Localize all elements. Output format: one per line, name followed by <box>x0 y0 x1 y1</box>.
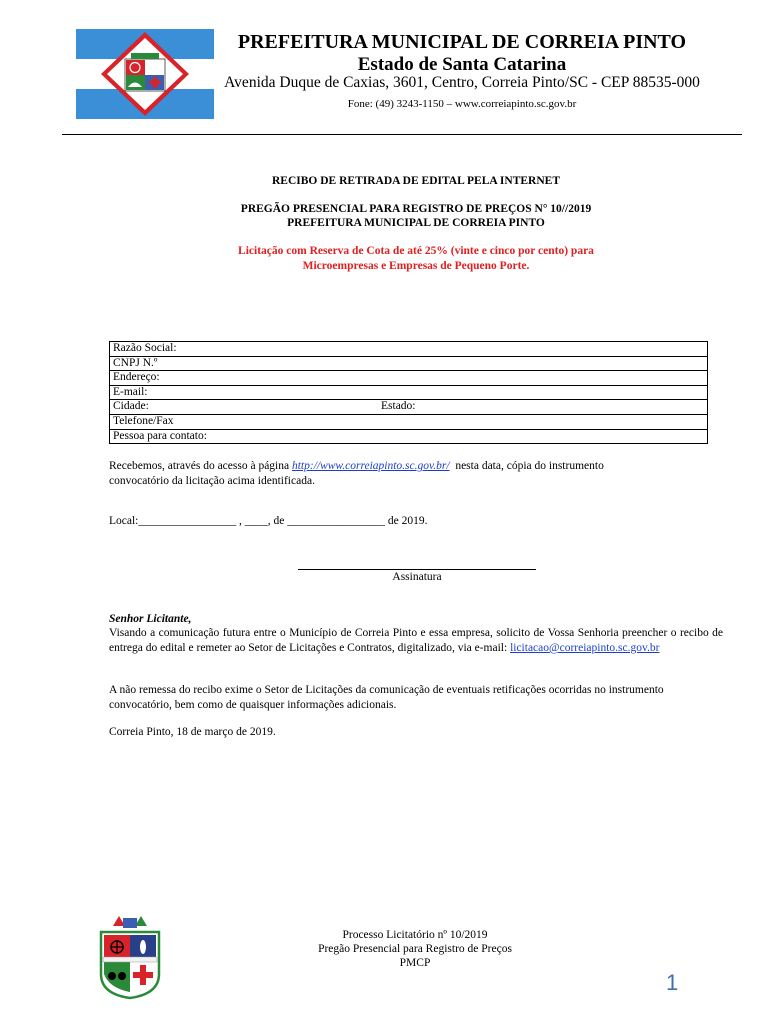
local-date-line: Local:_________________ , ____, de _________________ de 2019. <box>109 515 428 527</box>
municipal-flag-icon <box>76 29 214 119</box>
company-info-form <box>109 341 708 444</box>
letter-salutation: Senhor Licitante, <box>109 613 192 625</box>
footer-process: Processo Licitatório nº 10/2019 <box>342 929 488 941</box>
field-label: E-mail: <box>113 385 148 398</box>
letter-body-text: Visando a comunicação futura entre o Município de Correia Pinto e essa empresa, solicito de Vossa Senhoria preencher o recibo de entrega do edital e remeter ao Setor de Licitações e Contratos, digitalizado, via e-mail: <box>109 627 723 654</box>
notice-line2: Microempresas e Empresas de Pequeno Porte. <box>302 260 530 272</box>
header-contact: Fone: (49) 3243-1150 – www.correiapinto.sc.gov.br <box>347 98 577 110</box>
website-link[interactable]: http://www.correiapinto.sc.gov.br/ <box>291 460 450 472</box>
field-razao-social[interactable] <box>110 342 708 357</box>
receipt-paragraph <box>109 459 723 489</box>
field-endereco[interactable] <box>110 371 708 386</box>
field-label: Endereço: <box>113 371 160 384</box>
receipt-text-end: nesta data, cópia do instrumento <box>449 460 604 472</box>
field-label: Pessoa para contato: <box>113 429 207 442</box>
field-email[interactable] <box>110 385 708 400</box>
header-divider <box>62 134 742 135</box>
process-title-line1: PREGÃO PRESENCIAL PARA REGISTRO DE PREÇOS N° 10//2019 <box>240 203 592 215</box>
header-address: Avenida Duque de Caxias, 3601, Centro, Correia Pinto/SC - CEP 88535-000 <box>224 74 700 91</box>
signature-line <box>298 569 536 570</box>
field-cidade-estado[interactable] <box>110 400 708 415</box>
signature-label: Assinatura <box>392 571 442 583</box>
letter-warning: A não remessa do recibo exime o Setor de Licitações da comunicação de eventuais retificações ocorridas no instrumento convocatório, bem como de quaisquer informações adicionais. <box>109 684 664 711</box>
email-link[interactable]: licitacao@correiapinto.sc.gov.br <box>510 642 660 654</box>
municipal-coat-of-arms-icon <box>95 912 165 1000</box>
page-number: 1 <box>666 970 679 995</box>
field-label-estado: Estado: <box>381 400 416 413</box>
field-label: CNPJ N.º <box>113 356 158 369</box>
footer-acronym: PMCP <box>399 957 431 969</box>
field-label: Telefone/Fax <box>113 414 174 427</box>
notice-line1: Licitação com Reserva de Cota de até 25% (vinte e cinco por cento) para <box>238 245 594 257</box>
process-title-line2: PREFEITURA MUNICIPAL DE CORREIA PINTO <box>287 217 545 229</box>
field-label: Cidade: <box>113 400 149 413</box>
field-telefone[interactable] <box>110 414 708 429</box>
field-contato[interactable] <box>110 429 708 444</box>
receipt-text-line2: convocatório da licitação acima identificada. <box>109 475 315 487</box>
field-label: Razão Social: <box>113 342 177 354</box>
field-cnpj[interactable] <box>110 356 708 371</box>
letter-date: Correia Pinto, 18 de março de 2019. <box>109 726 276 738</box>
receipt-title: RECIBO DE RETIRADA DE EDITAL PELA INTERNET <box>272 175 560 187</box>
letter-body <box>109 626 723 656</box>
footer-modality: Pregão Presencial para Registro de Preços <box>318 943 512 955</box>
header-title: PREFEITURA MUNICIPAL DE CORREIA PINTO <box>237 31 687 53</box>
receipt-text-start: Recebemos, através do acesso à página <box>109 460 292 472</box>
header-state: Estado de Santa Catarina <box>357 54 567 75</box>
